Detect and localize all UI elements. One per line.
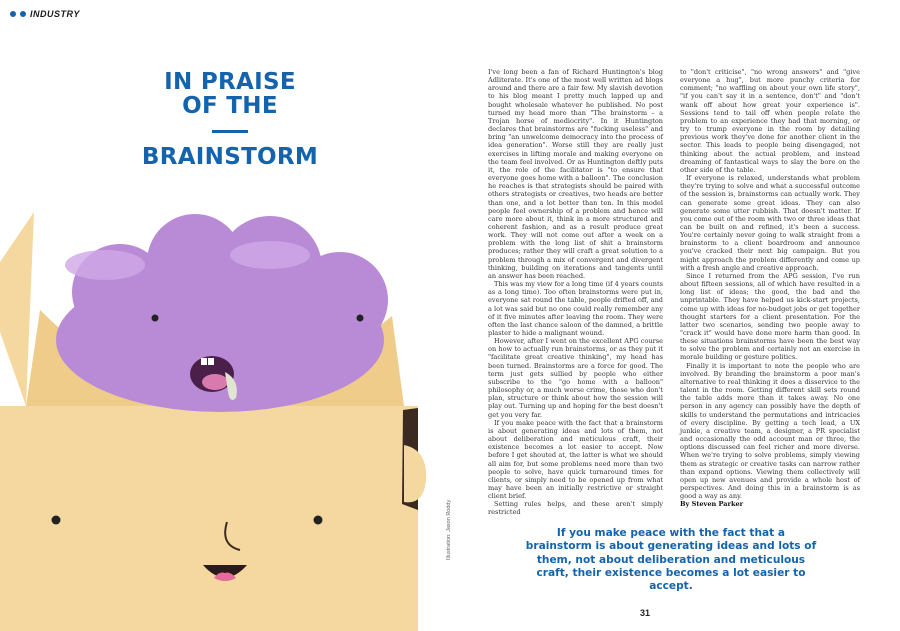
paragraph: Setting rules helps, and these aren't simply restricted — [488, 500, 663, 517]
title-line-2: OF THE — [182, 93, 278, 119]
paragraph: However, after I went on the excellent APG course on how to actually run brainstorms, or as they put it "facilitate great creative thinking", my head has been turned. Brainstorms are a force for good. The term just gets sullied by people who either subscribe to the "go home with a balloon" philosophy or, a much worse crime, those who don't plan, structure or think about how the session will play out. Turning up and hoping for the best doesn't get you very far. — [488, 337, 663, 419]
title-line-1: IN PRAISE — [164, 69, 296, 95]
body-column-2 — [680, 68, 860, 508]
pull-quote: If you make peace with the fact that a brainstorm is about generating ideas and lots of them, not about deliberation and meticulous craft, their existence becomes a lot easier to accept. — [525, 527, 817, 593]
skull-lid — [0, 212, 34, 406]
title-divider — [212, 130, 248, 133]
illustration-credit: Illustration: Jason Roddy — [446, 499, 452, 560]
brain — [56, 214, 388, 412]
right-eye — [314, 516, 323, 525]
byline: By Steven Parker — [680, 500, 744, 509]
paragraph: If everyone is relaxed, understands what problem they're trying to solve and what a successful outcome of the session is, brainstorms can actually work. They can generate some great ideas. They can also generate some utter rubbish. That doesn't matter. If you come out of the room with two or three ideas that can be built on and refined, it's been a success. You're certainly never going to walk straight from a brainstorm to a client boardroom and announce you've cracked their next big campaign. But you might approach the problem differently and come up with a fresh angle and creative approach. — [680, 174, 860, 272]
paragraph: This was my view for a long time (if 4 years counts as a long time). Too often brainstorms were put in, everyone sat round the table, people drifted off, and a lot was said but no one could really remember any of it five minutes after leaving the room. They were often the last chance saloon of the damned, a brittle plaster to hide a malignant wound. — [488, 280, 663, 337]
section-tag — [10, 9, 80, 19]
paragraph: Since I returned from the APG session, I've run about fifteen sessions, all of which have resulted in a long list of ideas; the good, the bad and the unprintable. They have helped us kick-start projects, come up with ideas for no-budget jobs or get together thought starters for a client presentation. For the latter two scenarios, sending two people away to "crack it" would have done more harm than good. In these situations brainstorms have been the best way to solve the problem and certainly not an exercise in morale building or gesture politics. — [680, 271, 860, 362]
article-title — [130, 70, 330, 169]
bullet-dot-icon — [10, 11, 16, 17]
bullet-dot-icon — [20, 11, 26, 17]
paragraph: to "don't criticise", "no wrong answers" and "give everyone a hug", but more punchy criteria for comment; "no waffling on about your own life story", "if you can't say it in a sentence, don't" and "don't wank off about how great your experience is". Sessions tend to tail off when people relate the problem to an experience they had that morning, or try to trump everyone in the room by detailing previous work they've done for another client in the sector. This leads to people being disengaged, not thinking about the actual problem, and instead dreaming of fantastical ways to slay the bore on the other side of the table. — [680, 68, 860, 174]
paragraph: Finally it is important to note the people who are involved. By branding the brainstorm a poor man's alternative to real thinking it does a disservice to the talent in the room. Getting different skill sets round the table adds more than it takes away. No one person in any agency can possibly have the depth of skills to understand the permutations and intricacies of every discipline. By getting a tech lead, a UX junkie, a creative team, a designer, a PR specialist and occasionally the odd account man or three, the options discussed can feel richer and more diverse. When we're trying to solve problems, simply viewing them as strategic or creative tasks can narrow rather than expand options. Viewing them collectively will open up new avenues and provide a whole host of perspectives. And doing this in a brainstorm is as good a way as any. — [680, 361, 860, 501]
ear — [404, 445, 426, 502]
body-column-1 — [488, 68, 663, 517]
face — [0, 406, 418, 631]
section-label: INDUSTRY — [30, 9, 80, 19]
page-number: 31 — [640, 608, 651, 618]
title-line-3: BRAINSTORM — [141, 144, 319, 170]
left-eye — [52, 516, 61, 525]
paragraph: If you make peace with the fact that a brainstorm is about generating ideas and lots of them, not about deliberation and meticulous craft, their existence becomes a lot easier to accept. Now before I get shouted at, the latter is what we should all aim for, but some problems need more than two people to solve, have quick turnaround times for clients, or simply need to be opened up from what may have been an initially restrictive or straight client brief. — [488, 418, 663, 501]
paragraph: I've long been a fan of Richard Huntington's blog Adliterate. It's one of the most well written ad blogs around and there are a fair few. My slavish devotion to his blog meant I pretty much lapped up and bought wholesale whatever he published. No post turned my head more than "The brainstorm – a Trojan horse of mediocrity". In it Huntington declares that brainstorms are "fucking useless" and bring "an unwelcome democracy into the process of idea generation". Worse still they are really just exercises in lifting morale and making everyone on the team feel involved. Or as Huntington deftly puts it, the role of the facilitator is "to ensure that everyone goes home with a balloon". The conclusion he reaches is that strategists should be paired with others strategists or creatives, two heads are better than one, and a lot better than ten. In this model people feel ownership of a problem and hence will care more about it, think in a more structured and coherent fashion, and as a result produce great work. They will not come out after a week on a problem with the long list of shit a brainstorm produces; rather they will craft a great solution to a problem through a mix of convergent and divergent thinking, building on iterations and tangents until an answer has been reached. — [488, 68, 663, 280]
